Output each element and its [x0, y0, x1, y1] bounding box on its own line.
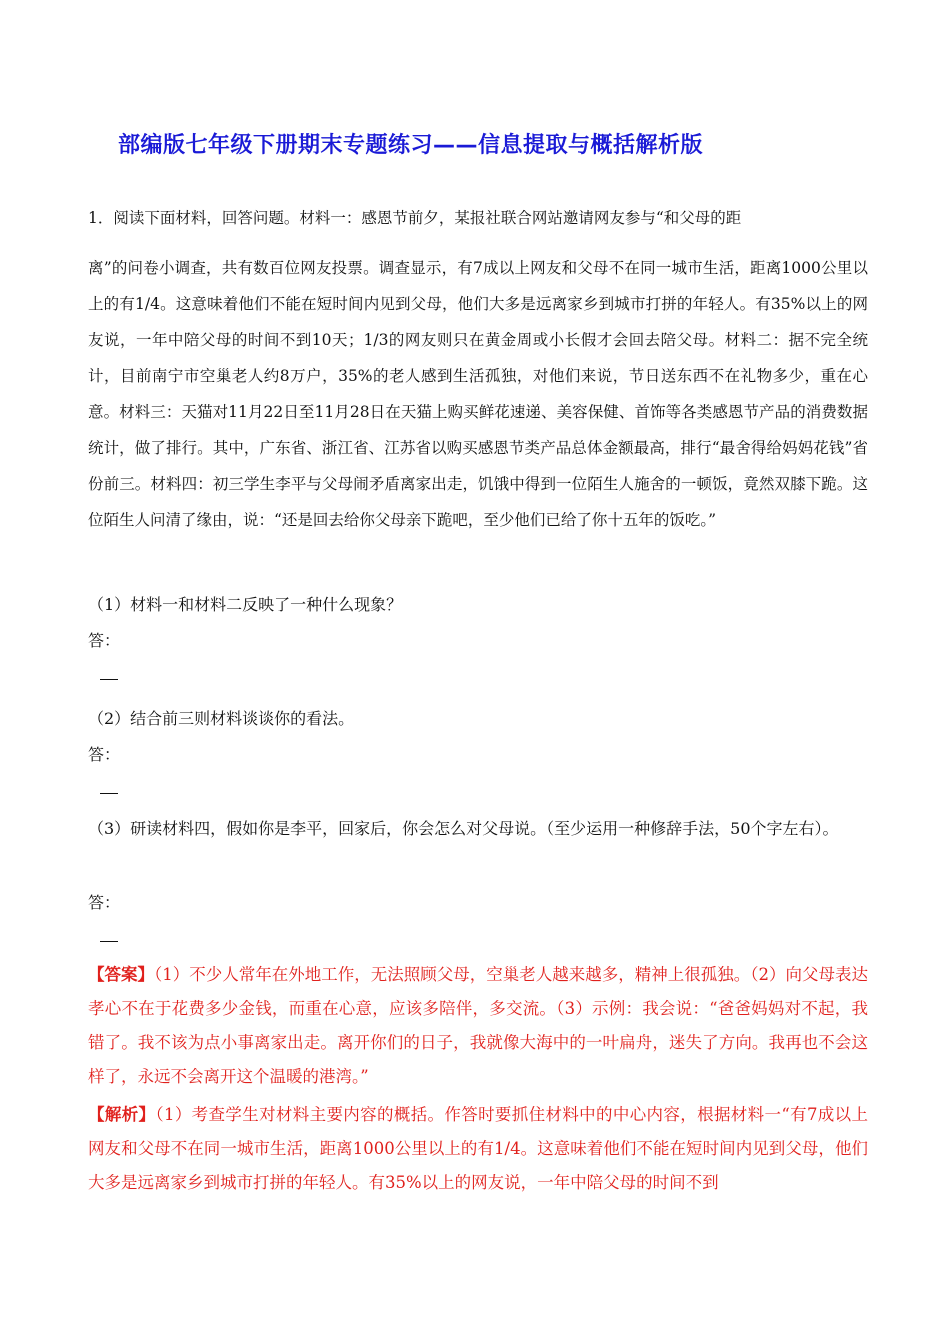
answer-label-3: 答： — [88, 893, 121, 912]
answer-blank-3[interactable] — [100, 941, 118, 942]
sub-question-1: （1）材料一和材料二反映了一种什么现象？ — [88, 595, 403, 614]
analysis-text: （1）考查学生对材料主要内容的概括。作答时要抓住材料中的中心内容，根据材料一“有7成以上网友和父母不在同一城市生活，距离1000公里以上的有1/4。这意味着他们不能在短时间内见到父母，他们大多是远离家乡到城市打拼的年轻人。有35%以上的网友说，一年中陪父母的时间不到 — [88, 1105, 868, 1192]
answer-label-1: 答： — [88, 631, 121, 650]
sub-question-3: （3）研读材料四，假如你是李平，回家后，你会怎么对父母说。（至少运用一种修辞手法，50个字左右）。 — [88, 819, 839, 838]
answer-tag: 【答案】 — [88, 965, 154, 984]
page-title: 部编版七年级下册期末专题练习——信息提取与概括解析版 — [118, 133, 704, 158]
answer-text: （1）不少人常年在外地工作，无法照顾父母，空巢老人越来越多，精神上很孤独。（2）向父母表达孝心不在于花费多少金钱，而重在心意，应该多陪伴，多交流。（3）示例：我会说：“爸爸妈妈对不起，我错了。我不该为点小事离家出走。离开你们的日子，我就像大海中的一叶扁舟，迷失了方向。我再也不会这样了，永远不会离开这个温暖的港湾。” — [88, 965, 868, 1086]
analysis-section — [88, 1098, 868, 1200]
sub-question-2: （2）结合前三则材料谈谈你的看法。 — [88, 709, 355, 728]
answer-label-2: 答： — [88, 745, 121, 764]
question-material-text: 离”的问卷小调查，共有数百位网友投票。调查显示，有7成以上网友和父母不在同一城市生活，距离1000公里以上的有1/4。这意味着他们不能在短时间内见到父母，他们大多是远离家乡到城市打拼的年轻人。有35%以上的网友说，一年中陪父母的时间不到10天；1/3的网友则只在黄金周或小长假才会回去陪父母。材料二：据不完全统计，目前南宁市空巢老人约8万户，35%的老人感到生活孤独，对他们来说，节日送东西不在礼物多少，重在心意。材料三：天猫对11月22日至11月28日在天猫上购买鲜花速递、美容保健、首饰等各类感恩节产品的消费数据统计，做了排行。其中，广东省、浙江省、江苏省以购买感恩节类产品总体金额最高，排行“最舍得给妈妈花钱”省份前三。材料四：初三学生李平与父母闹矛盾离家出走，饥饿中得到一位陌生人施舍的一顿饭，竟然双膝下跪。这位陌生人问清了缘由，说：“还是回去给你父母亲下跪吧，至少他们已给了你十五年的饭吃。” — [88, 259, 868, 529]
question-intro-line: 1．阅读下面材料，回答问题。材料一：感恩节前夕，某报社联合网站邀请网友参与“和父母的距 — [88, 209, 742, 227]
question-material — [88, 200, 868, 538]
answer-blank-2[interactable] — [100, 793, 118, 794]
answer-section — [88, 958, 868, 1094]
analysis-tag: 【解析】 — [88, 1105, 156, 1124]
answer-blank-1[interactable] — [100, 679, 118, 680]
